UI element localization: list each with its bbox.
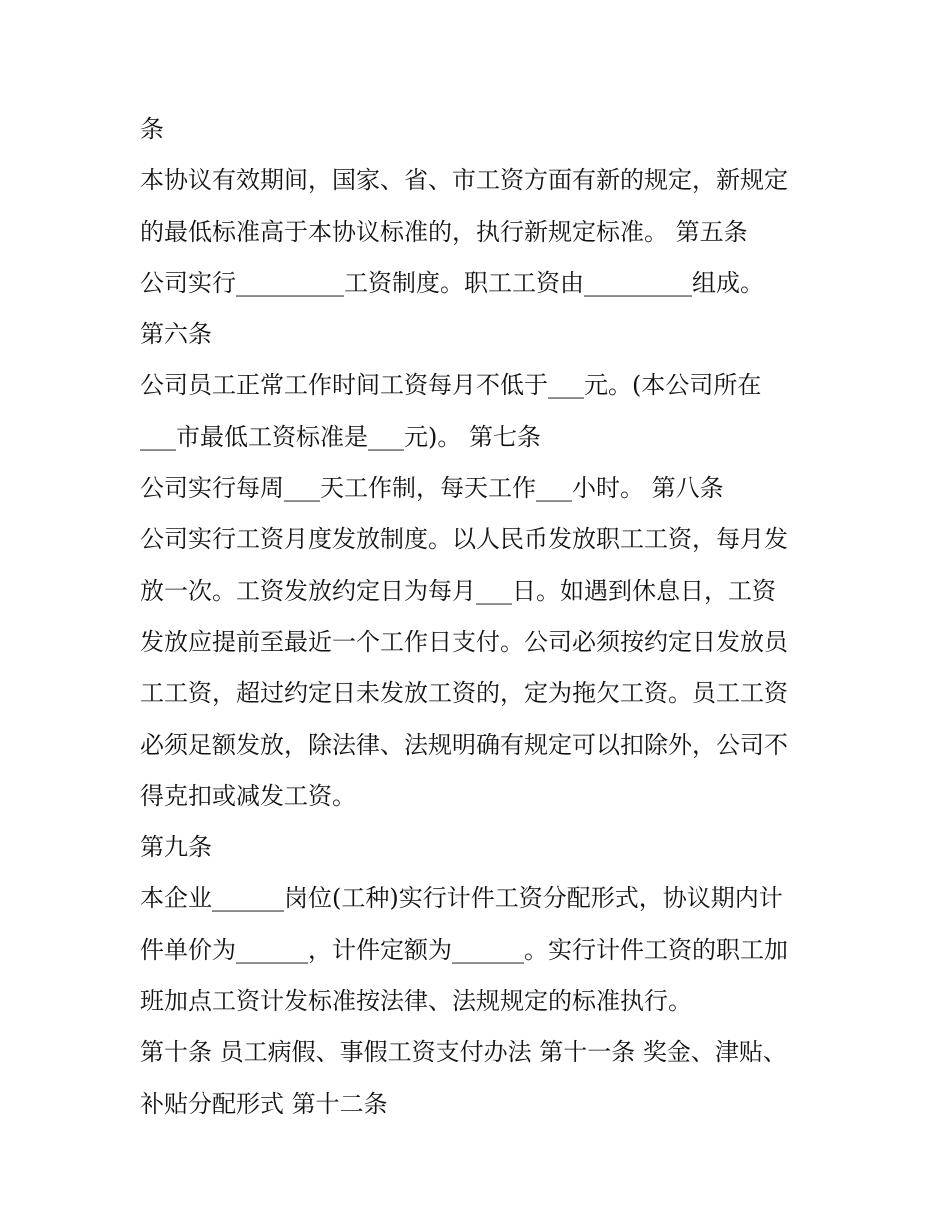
section-heading: 第六条 [140,320,212,349]
text-line: 得克扣或减发工资。 [140,781,356,810]
document-body [140,104,820,1130]
text-line: 工工资，超过约定日未发放工资的，定为拖欠工资。员工工资 [140,679,788,708]
text-line: 的最低标准高于本协议标准的，执行新规定标准。 第五条 [140,217,748,246]
section-heading: 第九条 [140,833,212,862]
text-line: 公司实行每周___天工作制，每天工作___小时。 第八条 [140,474,724,503]
text-line: 补贴分配形式 第十二条 [140,1089,388,1118]
text-line: 第十条 员工病假、事假工资支付办法 第十一条 奖金、津贴、 [140,1038,787,1067]
text-line: 公司实行_________工资制度。职工工资由_________组成。 [140,268,764,297]
text-line: 必须足额发放，除法律、法规明确有规定可以扣除外，公司不 [140,730,788,759]
text-line: 放一次。工资发放约定日为每月___日。如遇到休息日，工资 [140,576,776,605]
text-line: 班加点工资计发标准按法律、法规规定的标准执行。 [140,987,692,1016]
text-line: ___市最低工资标准是___元)。 第七条 [140,422,541,451]
text-line: 本企业______岗位(工种)实行计件工资分配形式，协议期内计 [140,884,783,913]
text-line: 公司员工正常工作时间工资每月不低于___元。(本公司所在 [140,371,762,400]
text-line: 公司实行工资月度发放制度。以人民币发放职工工资，每月发 [140,525,788,554]
text-line: 件单价为______，计件定额为______。实行计件工资的职工加 [140,935,788,964]
text-line: 本协议有效期间，国家、省、市工资方面有新的规定，新规定 [140,166,788,195]
text-line: 发放应提前至最近一个工作日支付。公司必须按约定日发放员 [140,627,788,656]
text-line: 条 [140,115,164,143]
